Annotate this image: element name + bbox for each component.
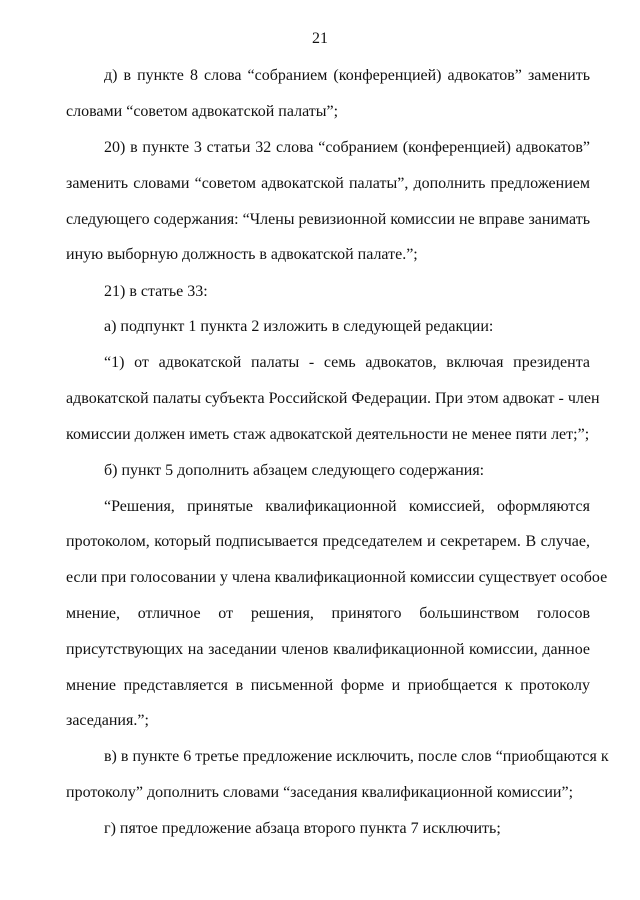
text-line: словами “советом адвокатской палаты”;	[66, 103, 339, 120]
text-line: д) в пункте 8 слова “собранием (конференцией) адвокатов” заменить	[104, 67, 590, 84]
text-line: заменить словами “советом адвокатской палаты”, дополнить предложением	[66, 175, 590, 192]
text-line: “Решения, принятые квалификационной комиссией, оформляются	[104, 498, 590, 515]
text-line: протоколом, который подписывается председателем и секретарем. В случае,	[66, 533, 590, 550]
text-line: 20) в пункте 3 статьи 32 слова “собранием (конференцией) адвокатов”	[104, 139, 590, 156]
text-line: мнение представляется в письменной форме и приобщается к протоколу	[66, 677, 590, 694]
text-line: иную выборную должность в адвокатской палате.”;	[66, 246, 418, 263]
text-line: присутствующих на заседании членов квалификационной комиссии, данное	[66, 641, 590, 658]
text-line: заседания.”;	[66, 712, 149, 729]
text-line: 21) в статье 33:	[104, 283, 208, 300]
text-line: а) подпункт 1 пункта 2 изложить в следующей редакции:	[104, 318, 494, 335]
text-line: мнение, отличное от решения, принятого большинством голосов	[66, 605, 590, 622]
text-line: б) пункт 5 дополнить абзацем следующего содержания:	[104, 462, 485, 479]
text-line: в) в пункте 6 третье предложение исключить, после слов “приобщаются к	[104, 748, 609, 765]
text-line: если при голосовании у члена квалификационной комиссии существует особое	[66, 569, 608, 586]
text-line: адвокатской палаты субъекта Российской Федерации. При этом адвокат - член	[66, 390, 600, 407]
text-line: следующего содержания: “Члены ревизионной комиссии не вправе занимать	[66, 211, 590, 228]
text-line: протоколу” дополнить словами “заседания квалификационной комиссии”;	[66, 784, 574, 801]
text-line: г) пятое предложение абзаца второго пункта 7 исключить;	[104, 820, 501, 837]
page-number: 21	[312, 30, 328, 47]
text-line: “1) от адвокатской палаты - семь адвокатов, включая президента	[104, 354, 590, 371]
text-line: комиссии должен иметь стаж адвокатской деятельности не менее пяти лет;”;	[66, 426, 590, 443]
